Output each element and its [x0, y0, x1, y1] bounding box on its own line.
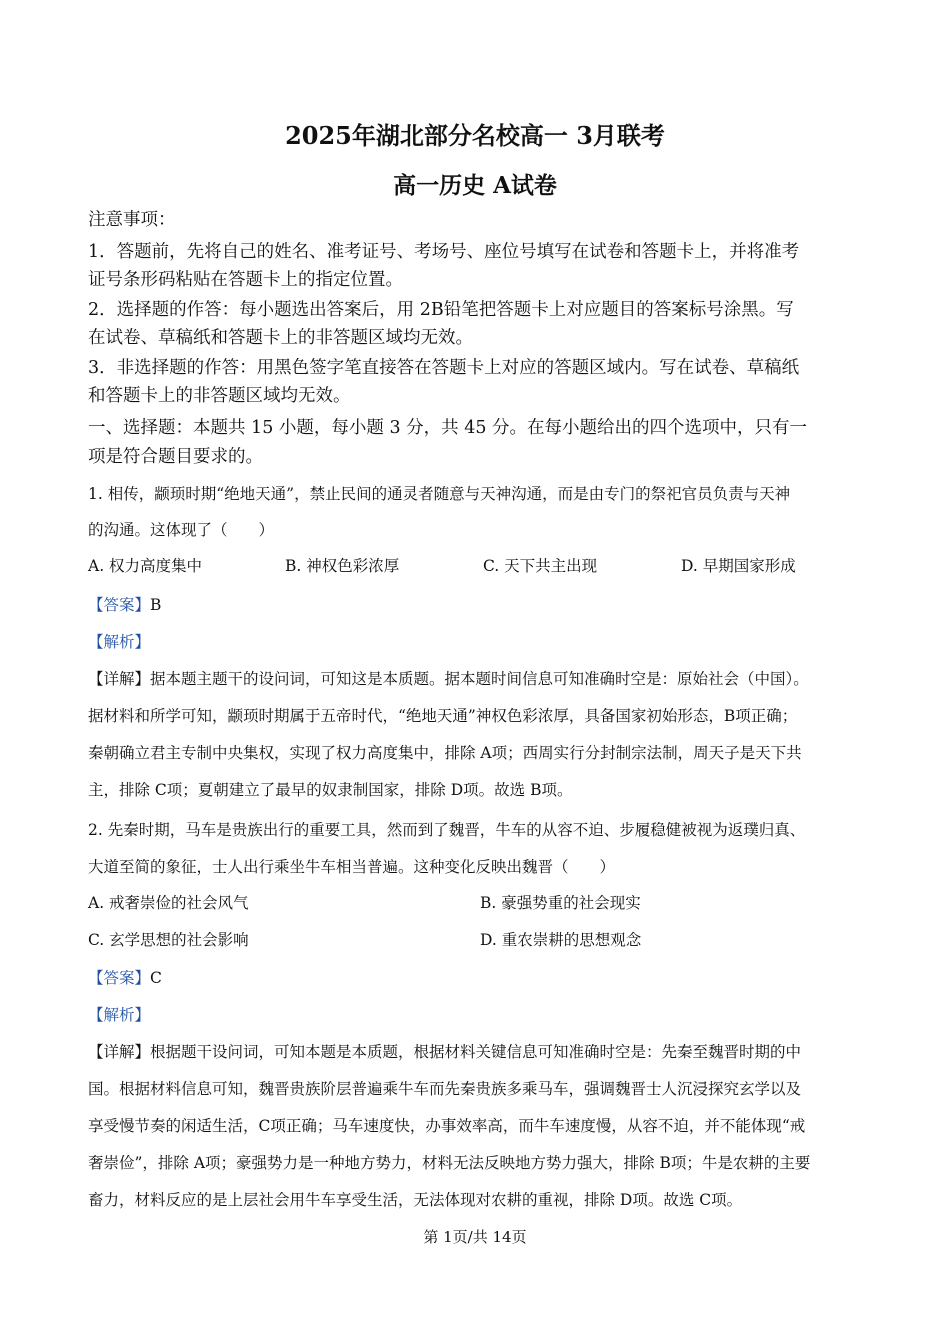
q1-detail-line: 据材料和所学可知，颛顼时期属于五帝时代，“绝地天通”神权色彩浓厚，具备国家初始形态，B项正确； — [88, 707, 798, 725]
notice-line: 2．选择题的作答：每小题选出答案后，用 2B铅笔把答题卡上对应题目的答案标号涂黑。写 — [88, 300, 794, 320]
q1-option-b: B. 神权色彩浓厚 — [285, 557, 400, 575]
detail-label: 【详解】 — [88, 670, 151, 688]
question-2-stem: 2. 先秦时期，马车是贵族出行的重要工具，然而到了魏晋，牛车的从容不迫、步履稳健被视为返璞归真、 — [88, 821, 806, 839]
answer-label: 【答案】 — [88, 969, 151, 987]
q2-option-b: B. 豪强势重的社会现实 — [480, 894, 641, 912]
q2-option-c: C. 玄学思想的社会影响 — [88, 931, 249, 949]
q2-detail-line: 享受慢节奏的闲适生活，C项正确；马车速度快，办事效率高，而牛车速度慢，从容不迫，并不能体现“戒 — [88, 1117, 806, 1135]
q2-option-a: A. 戒奢崇俭的社会风气 — [88, 894, 249, 912]
q1-detail-line: 主，排除 C项；夏朝建立了最早的奴隶制国家，排除 D项。故选 B项。 — [88, 781, 573, 799]
notice-line: 和答题卡上的非答题区域均无效。 — [88, 386, 351, 406]
question-1-stem: 的沟通。这体现了（ ） — [88, 521, 275, 539]
q1-option-a: A. 权力高度集中 — [88, 557, 203, 575]
detail-text: 据本题主题干的设问词，可知这是本质题。据本题时间信息可知准确时空是：原始社会（中国）。 — [150, 670, 809, 688]
notice-line: 1．答题前，先将自己的姓名、准考证号、考场号、座位号填写在试卷和答题卡上，并将准考 — [88, 242, 800, 262]
q2-option-d: D. 重农崇耕的思想观念 — [480, 931, 642, 949]
exam-subtitle: 高一历史 A试卷 — [393, 172, 557, 199]
q2-analysis-label: 【解析】 — [88, 1006, 151, 1024]
q2-detail-line: 奢崇俭”，排除 A项；豪强势力是一种地方势力，材料无法反映地方势力强大，排除 B项；牛是农耕的主要 — [88, 1154, 811, 1172]
q1-detail-line: 秦朝确立君主专制中央集权，实现了权力高度集中，排除 A项；西周实行分封制宗法制，周天子是天下共 — [88, 744, 802, 762]
detail-text: 根据题干设问词，可知本题是本质题，根据材料关键信息可知准确时空是：先秦至魏晋时期的中 — [150, 1043, 802, 1061]
q1-option-d: D. 早期国家形成 — [681, 557, 796, 575]
notice-line: 3．非选择题的作答：用黑色签字笔直接答在答题卡上对应的答题区域内。写在试卷、草稿纸 — [88, 358, 800, 378]
q2-detail-line: 国。根据材料信息可知，魏晋贵族阶层普遍乘牛车而先秦贵族多乘马车，强调魏晋士人沉浸探究玄学以及 — [88, 1080, 802, 1098]
q1-answer — [88, 593, 161, 617]
q2-detail — [88, 1040, 801, 1064]
answer-label: 【答案】 — [88, 596, 151, 614]
q2-answer — [88, 966, 162, 990]
q1-analysis-label: 【解析】 — [88, 633, 151, 651]
answer-value: C — [150, 969, 162, 987]
section-heading: 项是符合题目要求的。 — [88, 447, 263, 467]
question-1-stem: 1. 相传，颛顼时期“绝地天通”，禁止民间的通灵者随意与天神沟通，而是由专门的祭祀官员负责与天神 — [88, 485, 791, 503]
q2-detail-line: 畜力，材料反应的是上层社会用牛车享受生活，无法体现对农耕的重视，排除 D项。故选 C项。 — [88, 1191, 743, 1209]
question-2-stem: 大道至简的象征，士人出行乘坐牛车相当普遍。这种变化反映出魏晋（ ） — [88, 858, 616, 876]
notice-heading: 注意事项： — [88, 210, 176, 230]
exam-title: 2025年湖北部分名校高一 3月联考 — [285, 121, 665, 150]
q1-detail — [88, 667, 809, 691]
detail-label: 【详解】 — [88, 1043, 151, 1061]
notice-line: 在试卷、草稿纸和答题卡上的非答题区域均无效。 — [88, 328, 473, 348]
answer-value: B — [150, 596, 162, 614]
page-number: 第 1页/共 14页 — [423, 1228, 527, 1246]
notice-line: 证号条形码粘贴在答题卡上的指定位置。 — [88, 270, 403, 290]
section-heading: 一、选择题：本题共 15 小题，每小题 3 分，共 45 分。在每小题给出的四个选项中，只有一 — [88, 418, 808, 438]
q1-option-c: C. 天下共主出现 — [483, 557, 598, 575]
